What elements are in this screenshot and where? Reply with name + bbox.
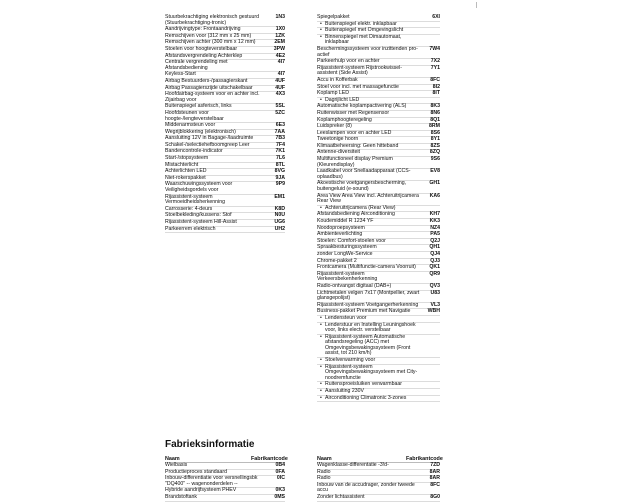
option-name: Afstandsbediening Airconditioning	[317, 211, 395, 218]
option-name: Zonder lichtassistent	[317, 493, 365, 500]
option-name: Stoelen: Comfort-stoelen voor	[317, 237, 386, 244]
option-name: Noodoproepsysteem	[317, 224, 365, 231]
option-name: Stoelbekleding/kussens: Stof	[165, 212, 232, 219]
option-name: Multifunctioneel display Premium (Kleurendisplay)	[317, 156, 393, 168]
option-code: 8N6	[430, 109, 440, 116]
option-code: QK1	[429, 264, 440, 271]
option-code: 6E3	[275, 122, 285, 129]
option-row	[317, 476, 440, 483]
option-code: KA6	[429, 192, 440, 199]
option-code: 8ZS	[430, 142, 440, 149]
option-name: Carrosserie: 4-deurs	[165, 205, 213, 212]
option-name: Klimaatbeheersing: Geen hitteband	[317, 142, 399, 149]
option-row	[317, 495, 440, 502]
option-name: Rijassistent-systeem Vermoeidheidsherkenning	[165, 193, 225, 206]
option-name: Stuurbekrachtiging elektronisch gestuurd (Stuurbekrachtiging-tronic)	[165, 14, 260, 26]
option-row	[317, 463, 440, 470]
option-code: 5ZC	[275, 109, 285, 116]
option-name: Stoel voor incl. met massagefunctie	[317, 83, 399, 90]
option-code: 8K3	[430, 103, 440, 110]
option-name: Laadkabel voor Snellaadapparaat (CCS-oplaadbus)	[317, 168, 411, 180]
option-name: Hoofdairbag-systeem voor en achter incl. Zijairbag voor	[165, 91, 260, 103]
option-row	[165, 495, 285, 502]
option-name: Business-pakket Premium met Navigatie	[317, 308, 411, 315]
option-name: Rijassistent-systeem Voetgangerherkenning	[317, 301, 419, 308]
option-name: • Buitenspiegel elektr. inklapbaar	[317, 22, 422, 28]
option-code: 4UF	[275, 77, 285, 84]
option-code: 7L6	[276, 155, 285, 162]
option-code: Q2J	[430, 237, 440, 244]
option-subitem	[317, 323, 440, 335]
option-code: 1N3	[275, 14, 285, 20]
option-name: Keyless-Start	[165, 71, 196, 78]
option-name: Luidspreker (8)	[317, 123, 352, 130]
option-code	[422, 28, 440, 34]
option-code: 4E2	[275, 52, 285, 59]
option-code: 8S6	[430, 129, 440, 136]
option-code: QH1	[429, 244, 440, 251]
option-code: 7ZD	[430, 462, 440, 468]
option-name: Koplamp LED	[317, 90, 350, 97]
option-name: Schakel-/selectiehefboomgreep Leer	[165, 141, 250, 148]
option-name: Middenarmsteun voor	[165, 122, 216, 129]
option-code: 6XI	[432, 14, 440, 20]
option-code: N0U	[274, 212, 285, 219]
option-name: Achterlichten LED	[165, 168, 207, 175]
option-name: Brandstoftank	[165, 493, 198, 500]
option-name: Parkeerhulp voor en achter	[317, 58, 380, 65]
option-code: EV8	[430, 168, 440, 175]
option-name: • Dagrijlicht LED	[317, 98, 422, 104]
option-name: Radio	[317, 468, 331, 475]
option-code: 9JA	[275, 174, 285, 181]
option-name: Ambienteverlichting	[317, 231, 363, 238]
fab-header-name: Naam	[317, 456, 332, 462]
option-name: Remschijven achter (300 mm x 12 mm)	[165, 39, 256, 46]
option-name: • Rijassistent-systeem Automatische afstandsregeling (ACC) met Omgevingsbewakingssysteem (Front assist, tot 210 km/h)	[317, 335, 422, 357]
option-code: 0B4	[275, 462, 285, 468]
option-name: Wielbasis	[165, 462, 188, 468]
option-name: Mistachterlicht	[165, 161, 199, 168]
option-code: QJ3	[430, 257, 440, 264]
option-code: 3PW	[273, 45, 285, 52]
option-code: 4X3	[275, 91, 285, 98]
option-code	[422, 323, 440, 334]
fab-header-name: Naam	[165, 456, 180, 462]
option-code: 4UF	[275, 84, 285, 91]
option-name: Radio	[317, 475, 331, 482]
option-subitem	[317, 396, 440, 403]
page-marker	[476, 2, 477, 8]
option-code: 7K1	[275, 148, 285, 155]
option-code: UG6	[274, 219, 285, 225]
option-code	[422, 316, 440, 322]
option-code: 5SL	[275, 103, 285, 110]
option-name: Remschijven voor (312 mm x 25 mm)	[165, 32, 252, 39]
option-subitem	[317, 335, 440, 358]
option-code: 1ZK	[275, 32, 285, 39]
option-row	[165, 488, 285, 495]
option-name: Airbag Passagierszijde uitschakelbaar	[165, 84, 253, 91]
option-name: Aandrijvingtype: Frontaandrijving	[165, 26, 241, 33]
option-code: 0FA	[275, 468, 285, 475]
option-name: • Ruitensproeisluiken verwarmbaar	[317, 382, 422, 388]
option-row	[317, 194, 440, 206]
option-name: Productieproces standaard	[165, 468, 227, 475]
option-code: KK3	[429, 218, 440, 224]
option-code: 4I7	[277, 59, 285, 66]
option-name: Beschermingssysteem voor inzittenden pro-actief	[317, 45, 418, 58]
option-name: • Achteruitrijcamera (Rear View)	[317, 206, 422, 212]
option-name: Airbag Bestuurders-/passagierskant	[165, 77, 248, 84]
option-code: QJ4	[430, 250, 440, 257]
option-code: GH1	[429, 180, 440, 187]
option-code: 7F4	[276, 141, 285, 148]
fabrieksinformatie-left	[165, 456, 288, 502]
option-subitem	[317, 365, 440, 383]
fabrieksinformatie-right	[317, 456, 443, 502]
option-code: 4I7	[277, 71, 285, 78]
option-code	[422, 389, 440, 395]
option-name: Ruitenwisser met Regensensor	[317, 109, 390, 116]
option-code: EM1	[274, 193, 285, 200]
fab-body-right	[317, 463, 440, 502]
option-row	[165, 182, 285, 194]
option-name: • Buitenspiegel met Omgevingslicht	[317, 28, 422, 34]
option-name: Automatische koplampactivering (ALS)	[317, 103, 407, 110]
option-code	[422, 396, 440, 402]
option-name: Lichtmetalen velgen 7x17 (Montpellier, zwart glansgepolijst)	[317, 289, 420, 302]
option-name: Leeslampen voor en achter LED	[317, 129, 392, 136]
option-code: K8D	[274, 205, 285, 212]
option-code: 8Q1	[430, 116, 440, 123]
option-code: 9S6	[430, 156, 440, 163]
option-name: • Binnenspiegel met Dimautomaat, inklapbaar	[317, 35, 422, 46]
option-name: Rijassistent-systeem Rijstrookwissel-assistent (Side Assist)	[317, 64, 403, 77]
option-code: QV3	[429, 282, 440, 289]
option-code: 1X0	[275, 26, 285, 33]
option-name: Aansluiting 12V in Bagage-/laadruimte	[165, 135, 254, 142]
option-code: 7Y1	[430, 64, 440, 71]
option-code: 8AR	[429, 475, 440, 482]
option-code: 8VG	[274, 168, 285, 175]
option-name: • Aansluiting 230V	[317, 389, 422, 395]
option-name: • Airconditioning Climatronic 3-zones	[317, 396, 422, 402]
option-code: 0K3	[275, 487, 285, 494]
option-row	[165, 476, 285, 488]
option-row	[165, 227, 285, 234]
option-name: Tweetonige hoorn	[317, 136, 359, 143]
option-code: U83	[430, 289, 440, 296]
option-name: Area View Area View incl. Achteruitrijcamera Rear View	[317, 192, 419, 205]
option-code: 8I2	[432, 83, 440, 90]
option-code: 8AR	[429, 468, 440, 475]
option-name: Koplamphoogteregeling	[317, 116, 372, 123]
option-name: Rijassistent-systeem Verkeersbekenherkenning	[317, 270, 378, 283]
option-name: Start-/stopsysteem	[165, 155, 209, 162]
fab-body-left	[165, 463, 285, 502]
option-name: • Stoelverwarming voor	[317, 358, 422, 364]
option-code	[422, 382, 440, 388]
option-code: VL3	[430, 301, 440, 308]
option-code: NZ4	[430, 224, 440, 231]
option-code: 8FC	[430, 481, 440, 488]
option-name: • Lendensteun voor	[317, 316, 422, 322]
fabrieksinformatie-title: Fabrieksinformatie	[165, 439, 255, 450]
option-name: Stoelen voor hoogteverstelbaar	[165, 45, 238, 52]
option-code: PA5	[430, 231, 440, 238]
option-name: Accu in Kofferbak	[317, 76, 358, 83]
option-name: Wegrijblokkering (elektronisch)	[165, 128, 236, 135]
option-code: 8RM	[429, 123, 440, 130]
option-name: Afstandsvergrendeling Achterklep	[165, 52, 243, 59]
options-list-left	[165, 15, 285, 233]
option-row	[165, 195, 285, 207]
option-row	[317, 181, 440, 193]
option-name: Spraakbesturingssysteem	[317, 244, 377, 251]
option-code: WBH	[427, 308, 440, 315]
option-name: • Lenderstuur en Instelling Leuningshoek voor, links electr. verstelbaar	[317, 323, 422, 334]
option-code	[422, 365, 440, 382]
option-name: zonder LongWe-Service	[317, 250, 373, 257]
option-code: 7W4	[429, 45, 440, 52]
option-code: 7AA	[274, 128, 285, 135]
option-code: UH2	[274, 225, 285, 232]
options-list-right	[317, 15, 440, 402]
option-row	[317, 470, 440, 477]
option-name: Bandencontrole-indicator	[165, 148, 223, 155]
option-code	[422, 335, 440, 357]
option-name: • Rijassistent-systeem Omgevingsbewakingssysteem met City-noodremfunctie	[317, 365, 422, 382]
option-row	[317, 483, 440, 495]
option-code	[422, 358, 440, 364]
option-name: Radio-ontvangst digitaal (DAB+)	[317, 282, 392, 289]
option-name: Wagenklasse-differentatie -3!d-	[317, 462, 389, 468]
option-code: KH7	[429, 211, 440, 218]
option-code: 7B3	[275, 135, 285, 142]
option-name: Centrale vergrendeling met Afstandsbediening	[165, 59, 228, 71]
option-name: Buitenspiegel asferisch, links	[165, 103, 232, 110]
option-code: 0IC	[276, 475, 285, 482]
option-code: 8IT	[432, 90, 440, 97]
option-name: Rijassistent-systeem Hill-Assist	[165, 219, 237, 225]
option-code: 2EM	[274, 39, 285, 46]
option-name: Antenne-diversiteit	[317, 149, 360, 156]
option-code: 8Y1	[430, 136, 440, 143]
option-name: Inbouw-differentiatie voor versnellingsbk "DQ400" -- wagenonderdelen --	[165, 475, 258, 487]
option-name: Hoofdsteunen voor hoogte-/lengteverstelbaar	[165, 109, 224, 122]
option-name: Niet-rokerspakket	[165, 174, 206, 181]
option-name: Inbouw van de accudrager, zonder tweede accu	[317, 481, 415, 494]
option-name: Hybride aandrijfsysteem PHEV	[165, 487, 237, 494]
option-name: Koudemiddel R 1234 YF	[317, 218, 374, 224]
option-code: 0MS	[274, 493, 285, 500]
option-code: 8G0	[430, 493, 440, 500]
option-code: 8TL	[275, 161, 285, 168]
option-code: 7X2	[430, 58, 440, 65]
option-code: 8FC	[430, 76, 440, 83]
option-name: Parkeerrem elektrisch	[165, 225, 216, 232]
option-name: Akoestische voetgangersbescherming, buitengeluid (e-sound)	[317, 180, 407, 193]
option-name: Waarschuwingssysteem voor Veiligheidsgordels voor	[165, 181, 233, 194]
option-code	[422, 22, 440, 28]
option-code	[422, 35, 440, 46]
option-code: 8ZQ	[429, 149, 440, 156]
option-name: Frontcamera (Multifunctie-camera Voorruit)	[317, 264, 416, 271]
option-name: Spiegelpakket	[317, 14, 350, 20]
option-code: 9P9	[275, 181, 285, 188]
option-name: Chrome-pakket 2	[317, 257, 357, 264]
fab-header-code: Fabrikantcode	[251, 456, 288, 462]
fab-header-code: Fabrikantcode	[406, 456, 443, 462]
option-row	[317, 291, 440, 303]
option-code: QR9	[429, 270, 440, 277]
